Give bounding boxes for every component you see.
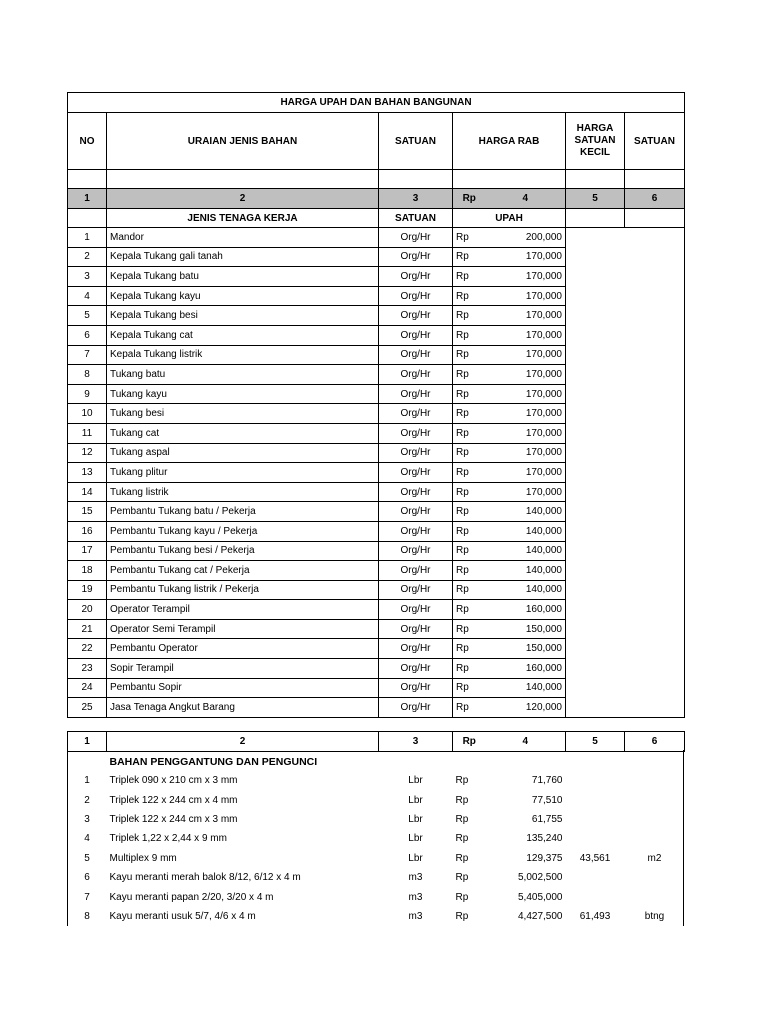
labor-unit: Org/Hr <box>379 659 453 679</box>
labor-no: 19 <box>68 580 107 600</box>
material-unit: Lbr <box>408 775 423 787</box>
material-price: 5,002,500 <box>518 872 563 884</box>
labor-no: 5 <box>68 306 107 326</box>
index-4: 4 <box>486 189 566 209</box>
labor-rp: Rp <box>453 404 486 424</box>
labor-no: 2 <box>68 247 107 267</box>
labor-price: 140,000 <box>486 580 566 600</box>
labor-no: 11 <box>68 423 107 443</box>
labor-price: 200,000 <box>486 228 566 248</box>
labor-name: Tukang plitur <box>107 463 379 483</box>
labor-no: 10 <box>68 404 107 424</box>
labor-rp: Rp <box>453 286 486 306</box>
labor-unit: Org/Hr <box>379 541 453 561</box>
empty-cell <box>68 752 107 772</box>
labor-name: Tukang listrik <box>107 482 379 502</box>
material-rp: Rp <box>455 872 469 884</box>
table-title: HARGA UPAH DAN BAHAN BANGUNAN <box>68 93 685 113</box>
empty-cell <box>625 209 685 228</box>
empty-cell <box>68 170 107 189</box>
index-4: 4 <box>486 732 566 752</box>
labor-name: Kepala Tukang besi <box>107 306 379 326</box>
labor-rp: Rp <box>453 423 486 443</box>
empty-cell <box>107 170 379 189</box>
material-small-price <box>566 771 625 790</box>
index-1: 1 <box>68 732 107 752</box>
material-price: 4,427,500 <box>518 910 563 922</box>
material-small-price: 43,561 <box>579 852 611 864</box>
material-unit: m3 <box>408 891 423 903</box>
material-no: 4 <box>84 833 90 845</box>
labor-unit: Org/Hr <box>379 228 453 248</box>
empty-cell <box>566 170 625 189</box>
material-small-unit <box>625 790 685 809</box>
material-name: Kayu meranti usuk 5/7, 4/6 x 4 m <box>109 910 256 922</box>
labor-name: Tukang batu <box>107 365 379 385</box>
labor-unit: Org/Hr <box>379 423 453 443</box>
labor-rp: Rp <box>453 580 486 600</box>
material-rp: Rp <box>455 891 469 903</box>
labor-unit: Org/Hr <box>379 345 453 365</box>
empty-cell <box>453 170 566 189</box>
labor-price: 140,000 <box>486 678 566 698</box>
labor-rp: Rp <box>453 678 486 698</box>
labor-no: 22 <box>68 639 107 659</box>
labor-rp: Rp <box>453 698 486 718</box>
labor-rp: Rp <box>453 541 486 561</box>
material-rp: Rp <box>455 833 469 845</box>
material-no: 8 <box>84 910 90 922</box>
labor-price: 140,000 <box>486 561 566 581</box>
labor-rp: Rp <box>453 659 486 679</box>
labor-unit: Org/Hr <box>379 561 453 581</box>
material-price: 77,510 <box>531 794 563 806</box>
empty-cell <box>566 209 625 228</box>
material-rp: Rp <box>455 775 469 787</box>
material-small-price <box>566 790 625 809</box>
material-small-price <box>566 868 625 887</box>
material-price: 71,760 <box>531 775 563 787</box>
material-price: 129,375 <box>526 852 563 864</box>
material-rp: Rp <box>455 794 469 806</box>
labor-name: Kepala Tukang kayu <box>107 286 379 306</box>
labor-no: 17 <box>68 541 107 561</box>
material-no: 7 <box>84 891 90 903</box>
labor-no: 24 <box>68 678 107 698</box>
empty-cell <box>566 228 685 718</box>
labor-price: 170,000 <box>486 345 566 365</box>
material-no: 3 <box>84 813 90 825</box>
labor-unit: Org/Hr <box>379 482 453 502</box>
labor-rp: Rp <box>453 619 486 639</box>
empty-cell <box>625 170 685 189</box>
material-price: 5,405,000 <box>518 891 563 903</box>
labor-name: Pembantu Tukang kayu / Pekerja <box>107 521 379 541</box>
labor-header-satuan: SATUAN <box>379 209 453 228</box>
material-rp: Rp <box>455 910 469 922</box>
labor-name: Tukang besi <box>107 404 379 424</box>
labor-rp: Rp <box>453 325 486 345</box>
material-small-unit <box>625 868 685 887</box>
labor-unit: Org/Hr <box>379 639 453 659</box>
material-small-unit <box>625 771 685 790</box>
labor-name: Pembantu Tukang batu / Pekerja <box>107 502 379 522</box>
labor-name: Pembantu Sopir <box>107 678 379 698</box>
labor-no: 13 <box>68 463 107 483</box>
table-row <box>68 810 685 829</box>
material-no: 5 <box>84 852 90 864</box>
index-rp: Rp <box>453 732 486 752</box>
material-unit: Lbr <box>408 813 423 825</box>
labor-unit: Org/Hr <box>379 521 453 541</box>
empty-cell <box>379 170 453 189</box>
labor-unit: Org/Hr <box>379 698 453 718</box>
material-rp: Rp <box>455 813 469 825</box>
labor-price: 160,000 <box>486 600 566 620</box>
labor-rp: Rp <box>453 267 486 287</box>
labor-no: 14 <box>68 482 107 502</box>
material-no: 1 <box>84 775 90 787</box>
labor-price: 170,000 <box>486 443 566 463</box>
labor-rp: Rp <box>453 384 486 404</box>
labor-name: Tukang cat <box>107 423 379 443</box>
labor-no: 7 <box>68 345 107 365</box>
labor-no: 25 <box>68 698 107 718</box>
labor-no: 8 <box>68 365 107 385</box>
labor-name: Pembantu Tukang besi / Pekerja <box>107 541 379 561</box>
material-small-price <box>566 829 625 848</box>
material-small-unit <box>625 829 685 848</box>
labor-price: 170,000 <box>486 423 566 443</box>
index-3: 3 <box>379 189 453 209</box>
labor-price: 170,000 <box>486 463 566 483</box>
labor-no: 21 <box>68 619 107 639</box>
material-price-table <box>67 731 684 926</box>
labor-no: 4 <box>68 286 107 306</box>
labor-rp: Rp <box>453 247 486 267</box>
labor-name: Mandor <box>107 228 379 248</box>
material-name: Kayu meranti merah balok 8/12, 6/12 x 4 m <box>109 872 301 884</box>
material-unit: Lbr <box>408 794 423 806</box>
labor-unit: Org/Hr <box>379 267 453 287</box>
labor-rp: Rp <box>453 228 486 248</box>
labor-rp: Rp <box>453 345 486 365</box>
labor-price-table <box>67 92 684 718</box>
labor-header-jenis: JENIS TENAGA KERJA <box>107 209 379 228</box>
labor-price: 170,000 <box>486 404 566 424</box>
labor-unit: Org/Hr <box>379 600 453 620</box>
labor-name: Operator Terampil <box>107 600 379 620</box>
labor-name: Tukang kayu <box>107 384 379 404</box>
header-satuan: SATUAN <box>379 113 453 170</box>
table-row <box>68 868 685 887</box>
material-name: Triplek 090 x 210 cm x 3 mm <box>109 775 238 787</box>
labor-price: 170,000 <box>486 482 566 502</box>
material-name: Multiplex 9 mm <box>109 852 177 864</box>
labor-name: Pembantu Operator <box>107 639 379 659</box>
labor-price: 150,000 <box>486 619 566 639</box>
labor-price: 140,000 <box>486 502 566 522</box>
labor-unit: Org/Hr <box>379 247 453 267</box>
index-3: 3 <box>379 732 453 752</box>
labor-name: Tukang aspal <box>107 443 379 463</box>
material-name: Triplek 122 x 244 cm x 4 mm <box>109 794 238 806</box>
header-satuan-2: SATUAN <box>625 113 685 170</box>
labor-rp: Rp <box>453 502 486 522</box>
material-small-unit: m2 <box>647 852 662 864</box>
index-rp: Rp <box>453 189 486 209</box>
labor-no: 16 <box>68 521 107 541</box>
labor-rp: Rp <box>453 521 486 541</box>
labor-no: 3 <box>68 267 107 287</box>
labor-no: 15 <box>68 502 107 522</box>
labor-name: Kepala Tukang batu <box>107 267 379 287</box>
material-rp: Rp <box>455 852 469 864</box>
table-row <box>68 790 685 809</box>
labor-unit: Org/Hr <box>379 463 453 483</box>
labor-unit: Org/Hr <box>379 384 453 404</box>
labor-name: Operator Semi Terampil <box>107 619 379 639</box>
material-name: Triplek 1,22 x 2,44 x 9 mm <box>109 833 227 845</box>
material-small-price <box>566 887 625 906</box>
labor-unit: Org/Hr <box>379 619 453 639</box>
material-small-unit <box>625 887 685 906</box>
labor-unit: Org/Hr <box>379 365 453 385</box>
labor-price: 170,000 <box>486 325 566 345</box>
labor-rp: Rp <box>453 443 486 463</box>
material-unit: Lbr <box>408 852 423 864</box>
material-name: Kayu meranti papan 2/20, 3/20 x 4 m <box>109 891 274 903</box>
labor-price: 150,000 <box>486 639 566 659</box>
labor-price: 170,000 <box>486 247 566 267</box>
material-unit: Lbr <box>408 833 423 845</box>
index-2: 2 <box>107 189 379 209</box>
labor-unit: Org/Hr <box>379 580 453 600</box>
labor-rp: Rp <box>453 639 486 659</box>
labor-price: 140,000 <box>486 521 566 541</box>
index-1: 1 <box>68 189 107 209</box>
labor-rp: Rp <box>453 482 486 502</box>
labor-header-upah: UPAH <box>453 209 566 228</box>
table-row <box>68 849 685 868</box>
labor-no: 1 <box>68 228 107 248</box>
table-row <box>68 829 685 848</box>
labor-no: 9 <box>68 384 107 404</box>
index-5: 5 <box>566 732 625 752</box>
labor-no: 20 <box>68 600 107 620</box>
material-small-price: 61,493 <box>579 910 611 922</box>
labor-price: 160,000 <box>486 659 566 679</box>
material-name: Triplek 122 x 244 cm x 3 mm <box>109 813 238 825</box>
header-no: NO <box>68 113 107 170</box>
labor-rp: Rp <box>453 463 486 483</box>
labor-unit: Org/Hr <box>379 325 453 345</box>
material-price: 61,755 <box>531 813 563 825</box>
index-6: 6 <box>625 732 685 752</box>
labor-name: Kepala Tukang listrik <box>107 345 379 365</box>
labor-name: Pembantu Tukang cat / Pekerja <box>107 561 379 581</box>
labor-no: 23 <box>68 659 107 679</box>
labor-price: 170,000 <box>486 365 566 385</box>
labor-unit: Org/Hr <box>379 443 453 463</box>
labor-unit: Org/Hr <box>379 404 453 424</box>
table-row <box>68 887 685 906</box>
labor-name: Sopir Terampil <box>107 659 379 679</box>
labor-rp: Rp <box>453 306 486 326</box>
labor-name: Kepala Tukang gali tanah <box>107 247 379 267</box>
table-row <box>68 228 685 248</box>
material-small-unit <box>625 810 685 829</box>
index-5: 5 <box>566 189 625 209</box>
header-harga-satuan-kecil: HARGA SATUAN KECIL <box>566 113 625 170</box>
labor-name: Jasa Tenaga Angkut Barang <box>107 698 379 718</box>
labor-price: 170,000 <box>486 267 566 287</box>
labor-rp: Rp <box>453 561 486 581</box>
labor-price: 170,000 <box>486 384 566 404</box>
labor-price: 170,000 <box>486 306 566 326</box>
material-unit: m3 <box>408 872 423 884</box>
labor-unit: Org/Hr <box>379 286 453 306</box>
labor-name: Kepala Tukang cat <box>107 325 379 345</box>
material-small-unit: btng <box>644 910 665 922</box>
index-6: 6 <box>625 189 685 209</box>
labor-no: 18 <box>68 561 107 581</box>
labor-no: 12 <box>68 443 107 463</box>
labor-unit: Org/Hr <box>379 502 453 522</box>
material-small-price <box>566 810 625 829</box>
table-row <box>68 771 685 790</box>
material-price: 135,240 <box>526 833 563 845</box>
labor-unit: Org/Hr <box>379 678 453 698</box>
header-uraian: URAIAN JENIS BAHAN <box>107 113 379 170</box>
labor-no: 6 <box>68 325 107 345</box>
material-no: 2 <box>84 794 90 806</box>
header-harga-rab: HARGA RAB <box>453 113 566 170</box>
labor-name: Pembantu Tukang listrik / Pekerja <box>107 580 379 600</box>
index-2: 2 <box>107 732 379 752</box>
labor-price: 140,000 <box>486 541 566 561</box>
material-no: 6 <box>84 872 90 884</box>
labor-unit: Org/Hr <box>379 306 453 326</box>
labor-price: 170,000 <box>486 286 566 306</box>
labor-price: 120,000 <box>486 698 566 718</box>
material-unit: m3 <box>408 910 423 922</box>
labor-rp: Rp <box>453 365 486 385</box>
empty-cell <box>68 209 107 228</box>
labor-rp: Rp <box>453 600 486 620</box>
table-row <box>68 907 685 926</box>
materials-section-title: BAHAN PENGGANTUNG DAN PENGUNCI <box>109 755 318 768</box>
